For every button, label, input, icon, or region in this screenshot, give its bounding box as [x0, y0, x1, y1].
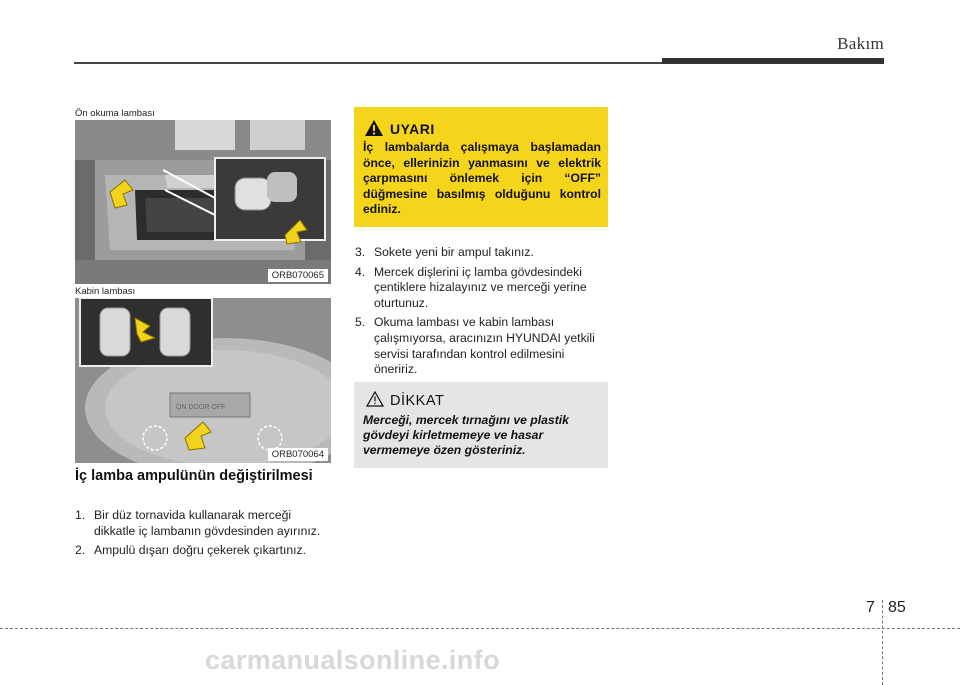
page-number: 85 — [888, 599, 906, 616]
step-item — [75, 543, 335, 559]
warning-title: UYARI — [390, 121, 435, 137]
footer-rule — [0, 628, 960, 629]
steps-list-right — [355, 245, 607, 382]
step-number: 3. — [355, 245, 366, 259]
figure-label-reading-lamp: Ön okuma lambası — [75, 108, 155, 119]
step-number: 1. — [75, 508, 86, 522]
step-text: Okuma lambası ve kabin lambası çalışmıyorsa, aracınızın HYUNDAI yetkili servisi tarafından kontrol edilmesini öneririz. — [374, 315, 595, 377]
steps-list-left — [75, 508, 335, 563]
caution-box — [354, 382, 608, 468]
warning-box — [354, 107, 608, 227]
step-item — [75, 508, 335, 539]
step-text: Sokete yeni bir ampul takınız. — [374, 245, 534, 259]
footer-divider — [882, 600, 883, 685]
caution-text: Merceği, mercek tırnağını ve plastik gövdeyi kirletmemeye ve hasar vermemeye özen gösteriniz. — [363, 413, 569, 457]
figure-reading-lamp — [75, 120, 331, 284]
header-rule — [74, 62, 662, 64]
step-number: 4. — [355, 264, 366, 279]
reading-lamp-illustration — [75, 120, 331, 284]
step-text: Ampulü dışarı doğru çekerek çıkartınız. — [94, 543, 307, 558]
section-heading: İç lamba ampulünün değiştirilmesi — [75, 468, 313, 484]
step-item — [355, 265, 607, 312]
warning-triangle-icon — [364, 119, 384, 137]
figure-code-reading-lamp: ORB070065 — [268, 269, 328, 282]
step-number: 2. — [75, 543, 86, 558]
step-text: Mercek dişlerini iç lamba gövdesindeki çentiklere hizalayınız ve merceği yerine oturtunuz. — [374, 264, 587, 310]
cabin-lamp-switch-text: ON DOOR OFF — [176, 404, 226, 411]
step-number: 5. — [355, 315, 366, 330]
header-bar — [662, 58, 884, 64]
step-item — [355, 245, 607, 261]
page-header-title: Bakım — [837, 34, 884, 53]
figure-code-cabin-lamp: ORB070064 — [268, 448, 328, 461]
step-item — [355, 315, 607, 377]
warning-text: İç lambalarda çalışmaya başlamadan önce, ellerinizin yanmasını ve elektrik çarpmasını önlemek için “OFF” düğmesine basılmış olduğunu kontrol ediniz. — [363, 140, 601, 216]
page-chapter-number: 7 — [866, 599, 875, 616]
figure-label-cabin-lamp: Kabin lambası — [75, 286, 136, 297]
figure-cabin-lamp — [75, 298, 331, 463]
caution-title: DİKKAT — [390, 393, 445, 409]
caution-triangle-icon — [366, 391, 384, 407]
step-text: Bir düz tornavida kullanarak merceği dikkatle iç lambanın gövdesinden ayırınız. — [94, 508, 321, 538]
watermark: carmanualsonline.info — [205, 645, 500, 675]
cabin-lamp-illustration — [75, 298, 331, 463]
